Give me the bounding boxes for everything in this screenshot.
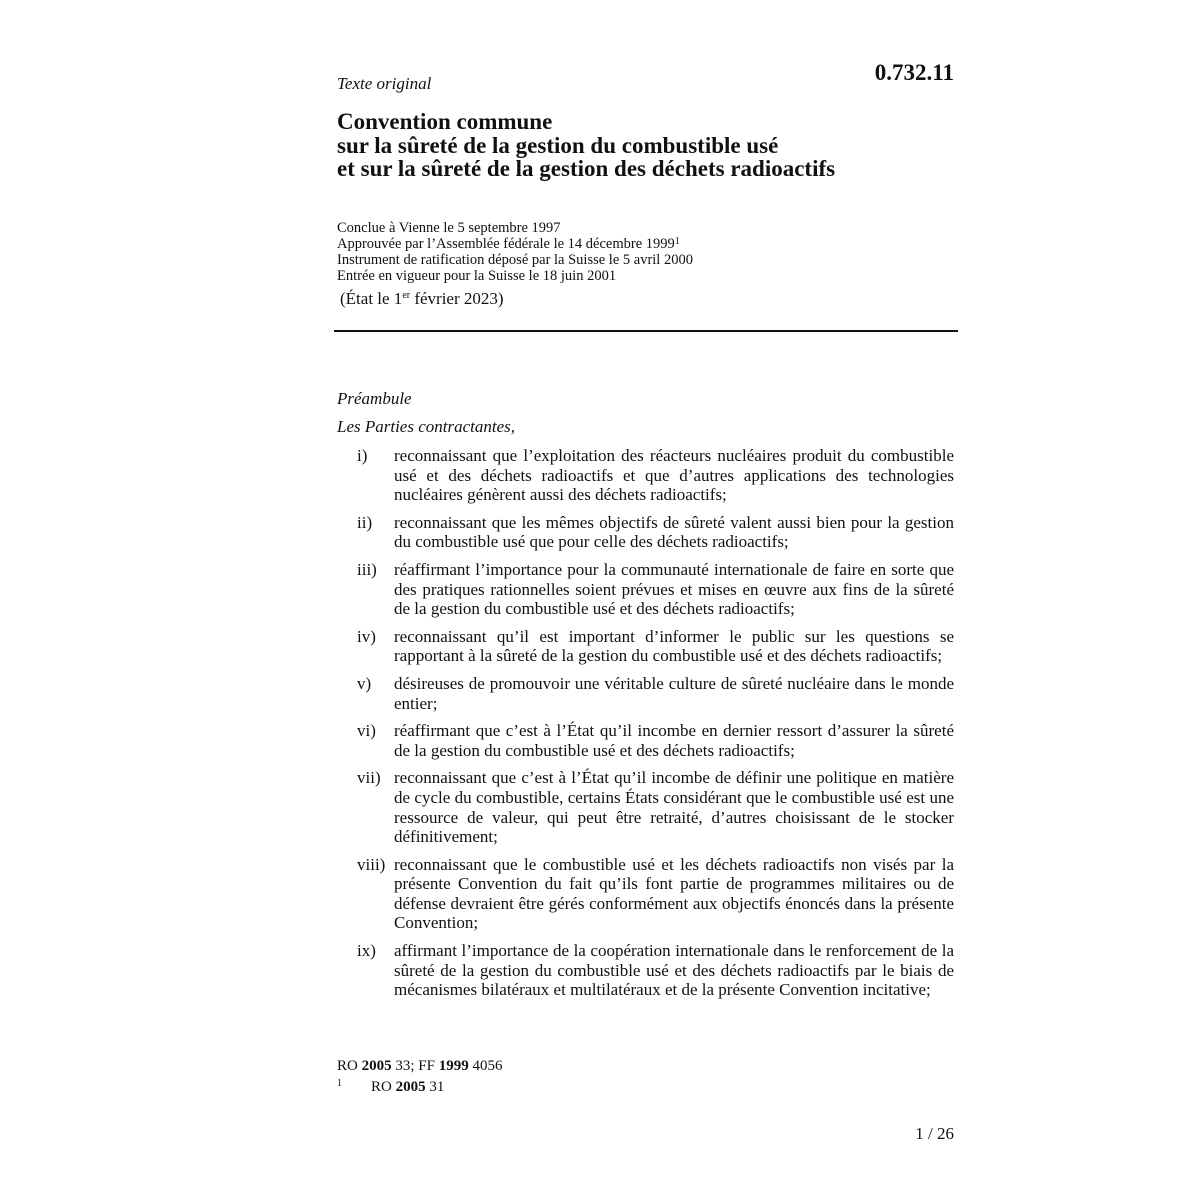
- meta-approuvee-text: Approuvée par l’Assemblée fédérale le 14 décembre 1999: [337, 236, 675, 252]
- list-item: [337, 721, 954, 760]
- texte-original-label: Texte original: [337, 74, 432, 93]
- list-item: [337, 446, 954, 505]
- meta-conclue: Conclue à Vienne le 5 septembre 1997: [337, 220, 561, 236]
- list-item: [337, 560, 954, 619]
- item-number: iii): [357, 559, 377, 579]
- item-number: vi): [357, 721, 376, 741]
- item-text: désireuses de promouvoir une véritable culture de sûreté nucléaire dans le monde entier;: [394, 673, 954, 713]
- item-number: iv): [357, 626, 376, 646]
- meta-approuvee: [337, 236, 693, 252]
- etat-prefix: (État le 1: [340, 289, 403, 308]
- item-number: i): [357, 446, 368, 465]
- footer-reference: [337, 1058, 502, 1075]
- footnote-year: 2005: [395, 1079, 426, 1095]
- item-number: ix): [357, 941, 376, 961]
- meta-instrument: Instrument de ratification déposé par la Suisse le 5 avril 2000: [337, 252, 693, 268]
- item-text: reconnaissant que les mêmes objectifs de sûreté valent aussi bien pour la gestion du combustible usé que pour celle des déchets radioactifs;: [394, 512, 954, 552]
- item-number: ii): [357, 512, 373, 532]
- title-line-2: sur la sûreté de la gestion du combustible usé: [337, 132, 779, 158]
- ro-year: 2005: [361, 1058, 392, 1074]
- etat-sup: er: [402, 290, 411, 301]
- preamble-heading: Préambule: [337, 389, 412, 408]
- item-number: viii): [357, 854, 386, 874]
- item-text: réaffirmant l’importance pour la communauté internationale de faire en sorte que des pratiques rationnelles soient prévues et mises en œuvre aux fins de la sûreté de la gestion du combustible usé et des déchets radioactifs;: [394, 559, 954, 619]
- parties-contractantes: Les Parties contractantes,: [337, 417, 516, 436]
- list-item: [337, 941, 954, 1000]
- item-number: v): [357, 673, 372, 693]
- item-text: reconnaissant que le combustible usé et les déchets radioactifs non visés par la présente Convention du fait qu’ils font partie de programmes militaires ou de défense devraient être gérés conformément aux objectifs énoncés dans la présente Convention;: [394, 854, 954, 933]
- preamble-list: [337, 446, 954, 1008]
- ff-year: 1999: [438, 1058, 469, 1074]
- title-line-3: et sur la sûreté de la gestion des déchets radioactifs: [337, 156, 836, 181]
- item-text: reconnaissant que c’est à l’État qu’il incombe de définir une politique en matière de cycle du combustible, certains États considérant que le combustible usé est une ressource de valeur, qui peut être retraité, d’autres choisissant de le stocker définitivement;: [394, 768, 954, 847]
- ff-rest: 4056: [468, 1058, 503, 1074]
- ro-label: RO: [337, 1058, 362, 1074]
- etat-date: [340, 289, 504, 309]
- footnote: 1 RO 2005 31: [337, 1078, 445, 1095]
- etat-suffix: février 2023): [410, 289, 504, 308]
- footnote-ro: RO: [371, 1079, 396, 1095]
- item-text: reconnaissant qu’il est important d’informer le public sur les questions se rapportant à la sûreté de la gestion du combustible usé et des déchets radioactifs;: [394, 626, 954, 666]
- list-item: [337, 855, 954, 933]
- list-item: [337, 513, 954, 552]
- item-number: vii): [357, 768, 381, 788]
- footnote-reference[interactable]: 1: [674, 236, 680, 247]
- list-item: [337, 627, 954, 666]
- list-item: [337, 768, 954, 846]
- item-text: affirmant l’importance de la coopération internationale dans le renforcement de la sûreté de la gestion du combustible usé et des déchets radioactifs par le biais de mécanismes bilatéraux et multilatéraux et de la présente Convention incitative;: [394, 941, 954, 1000]
- item-text: réaffirmant que c’est à l’État qu’il incombe en dernier ressort d’assurer la sûreté de la gestion du combustible usé et des déchets radioactifs;: [394, 721, 954, 760]
- page-number: 1 / 26: [915, 1124, 954, 1143]
- document-title: [337, 110, 835, 181]
- header-divider: [334, 330, 958, 332]
- item-text: reconnaissant que l’exploitation des réacteurs nucléaires produit du combustible usé et des déchets radioactifs et que d’autres applications des technologies nucléaires génèrent aussi des déchets radioactifs;: [394, 446, 954, 505]
- rs-number: 0.732.11: [874, 60, 954, 85]
- footnote-rest: 31: [425, 1079, 445, 1095]
- meta-entree: Entrée en vigueur pour la Suisse le 18 juin 2001: [337, 268, 617, 284]
- list-item: [337, 674, 954, 713]
- title-line-1: Convention commune: [337, 109, 553, 134]
- ro-rest: 33; FF: [391, 1058, 439, 1074]
- document-metadata: [337, 220, 693, 284]
